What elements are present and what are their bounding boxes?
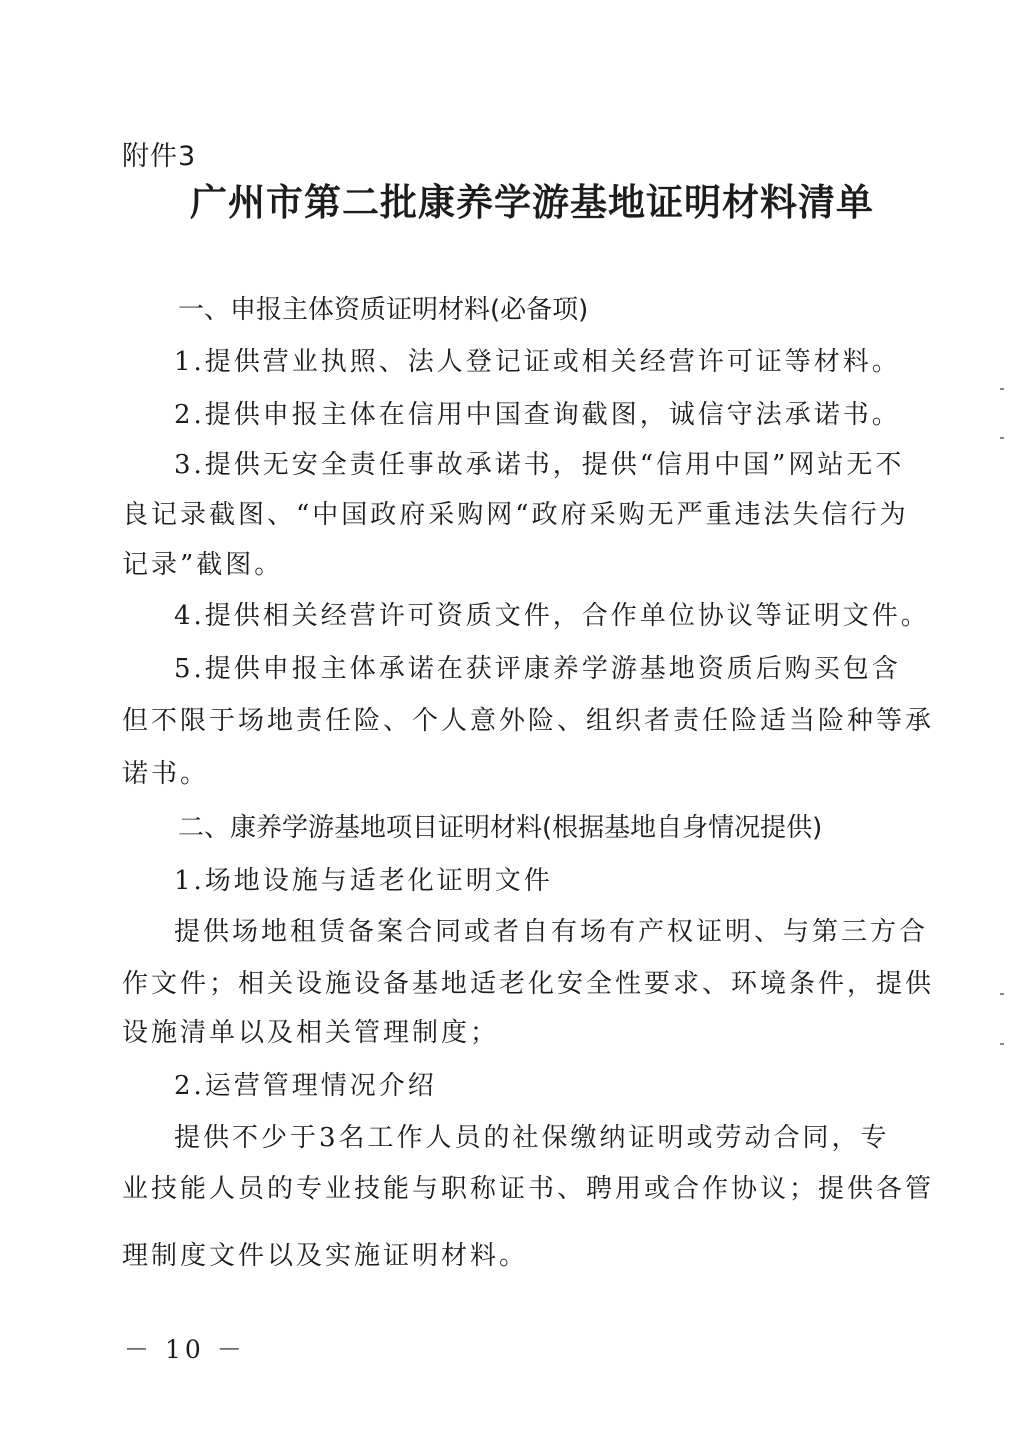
- page-number: － 10 －: [124, 1335, 246, 1364]
- scan-mark: [1000, 993, 1004, 995]
- section-1-item-4: 4.提供相关经营许可资质文件，合作单位协议等证明文件。: [174, 601, 930, 631]
- section-1-item-3-line-1: 3.提供无安全责任事故承诺书，提供“信用中国”网站无不: [174, 450, 905, 480]
- scan-mark: [1000, 388, 1004, 390]
- section-2-sub-1-line-1: 提供场地租赁备案合同或者自有场有产权证明、与第三方合: [174, 917, 929, 947]
- section-1-item-5-line-1: 5.提供申报主体承诺在获评康养学游基地资质后购买包含: [174, 654, 901, 684]
- section-2-sub-2-line-1: 提供不少于3名工作人员的社保缴纳证明或劳动合同，专: [174, 1123, 890, 1153]
- section-2-sub-1-line-3: 设施清单以及相关管理制度；: [122, 1018, 500, 1048]
- attachment-label: 附件3: [122, 141, 197, 172]
- section-2-sub-1-title: 1.场地设施与适老化证明文件: [174, 866, 553, 896]
- section-1-item-3-line-3: 记录”截图。: [122, 550, 284, 580]
- section-1-item-2: 2.提供申报主体在信用中国查询截图，诚信守法承诺书。: [174, 400, 901, 430]
- section-1-item-1: 1.提供营业执照、法人登记证或相关经营许可证等材料。: [174, 347, 901, 377]
- section-2-heading: 二、康养学游基地项目证明材料(根据基地自身情况提供): [178, 813, 823, 843]
- section-2-sub-2-title: 2.运营管理情况介绍: [174, 1071, 437, 1101]
- section-1-heading: 一、申报主体资质证明材料(必备项): [178, 295, 589, 325]
- scan-mark: [1000, 1043, 1004, 1045]
- section-1-item-3-line-2: 良记录截图、“中国政府采购网“政府采购无严重违法失信行为: [122, 500, 909, 530]
- section-1-item-5-line-3: 诺书。: [122, 759, 210, 789]
- section-2-sub-1-line-2: 作文件；相关设施设备基地适老化安全性要求、环境条件，提供: [122, 969, 935, 999]
- section-2-sub-2-line-2: 业技能人员的专业技能与职称证书、聘用或合作协议；提供各管: [122, 1174, 935, 1204]
- section-1-item-5-line-2: 但不限于场地责任险、个人意外险、组织者责任险适当险种等承: [122, 706, 935, 736]
- page-title: 广州市第二批康养学游基地证明材料清单: [190, 181, 874, 224]
- scan-mark: [1000, 437, 1004, 439]
- section-2-sub-2-line-3: 理制度文件以及实施证明材料。: [122, 1241, 529, 1271]
